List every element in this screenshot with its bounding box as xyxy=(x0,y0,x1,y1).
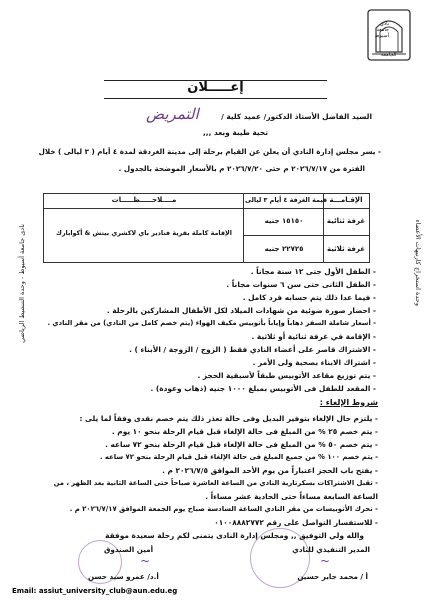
signature-right-name: أ / محمد جابر حسين xyxy=(297,572,368,581)
table-header-notes: مــــلاحـــــظـــــات xyxy=(111,196,177,204)
intro-line-1: - يسر مجلس إدارة النادي أن يعلن عن القيام برحلة إلى مدينة الغردقة لمدة ٤ أيام ( ٣ ليالى ) خلال xyxy=(38,147,381,156)
recipient-handwritten: التمريض xyxy=(146,105,199,123)
logo-text: نادي جامعة أسيوط xyxy=(374,21,389,39)
cancel-line-3: - يتم خصم ٥٠ % من المبلغ فى حالة الإلغاء قبل قيام الرحلة بنحو ٧٢ ساعه . xyxy=(105,440,378,449)
cancel-line-8: - تحرك الأتوبيسات من مقر النادي الساعة السادسة صباح يوم الجمعة الموافق ٢٠٢٦/٧/١٧ م . xyxy=(69,505,378,513)
condition-5: - أسعار شاملة السفر ذهاباً وإياباً بأتوبيس مكيف الهواء (يتم خصم كامل من النادي) من مقر النادي . xyxy=(47,319,376,327)
condition-6: - الإقامة في غرفة ثنائية أو ثلاثية . xyxy=(251,332,376,341)
table-header-divider-notes xyxy=(44,208,244,209)
condition-10: - المقعد للطفل فى الأتوبيس بمبلغ ١٠٠٠ جنيه (ذهاب وعودة) . xyxy=(150,384,376,393)
greeting: تحية طيبة وبعد ,,, xyxy=(202,128,268,137)
table-cell-room-2: غرفة ثلاثية xyxy=(326,245,366,253)
condition-4: - احضار صورة ضوئية من شهادات الميلاد لكل الأطفال المشاركين بالرحلة . xyxy=(106,306,376,315)
contact-email[interactable]: Email: assiut_university_club@aun.edu.eg xyxy=(12,587,178,595)
table-cell-room-1: غرفة ثنائية xyxy=(326,217,366,225)
condition-2: - الطفل الثانى حتى سن ٦ سنوات مجاناً . xyxy=(226,280,376,289)
table-cell-price-2: ٢٢٧٢٥ جنيه xyxy=(264,245,304,253)
table-cell-price-1: ١٥١٥٠ جنيه xyxy=(264,217,304,225)
signature-right-title: المدير التنفيذي للنادي xyxy=(292,545,370,554)
side-text-left: نادى جامعة أسيوط - وحدة التنشيط الرياضي xyxy=(18,224,26,343)
logo-subtext: الجامعة xyxy=(381,52,397,58)
cancel-line-10: والله ولي التوفيق ,, ومجلس إدارة النادى يتمنى لكم رحلة سعيدة موفقة xyxy=(105,531,364,540)
condition-1: - الطفل الأول حتى ١٢ سنة مجاناً . xyxy=(250,267,376,276)
table-note: الإقامة كاملة بقرية فنادير باي لاكشري بيتش & أكوابارك xyxy=(56,229,232,237)
signature-right-mark: ~ xyxy=(320,554,331,568)
cancel-title: شروط الإلغاء : xyxy=(319,398,378,407)
table-row-divider xyxy=(244,235,369,236)
price-table xyxy=(43,193,370,263)
cancel-line-7: الساعة السابعة مساءاً حتى الحادية عشر مساءاً . xyxy=(205,492,378,501)
condition-7: - الاشتراك قاصر على أعضاء النادي فقط ( الزوج / الزوجة / الأبناء ) . xyxy=(129,345,376,354)
condition-8: - اشتراك الابناء بصحبة ولى الأمر . xyxy=(252,358,376,367)
side-text-right: وحدة استخراج كارنيهات الأعضاء xyxy=(414,219,422,306)
cancel-line-5: - يفتح باب الحجز اعتباراً من يوم الأحد الموافق ٢٠٢٦/٧/٥ م . xyxy=(162,466,378,475)
condition-9: - يتم توزيع مقاعد الأتوبيس طبقاً لأسبقية الحجز . xyxy=(197,371,376,380)
signature-left-title: أمين الصندوق xyxy=(104,545,154,554)
signature-left-mark: ~ xyxy=(140,554,151,568)
cancel-line-4: - يتم خصم ١٠٠ % من جميع المبلغ فى حالة الإلغاء قبل قيام الرحلة بنحو ٧٢ ساعه . xyxy=(99,453,378,461)
intro-line-2: الفترة من ٢٠٢٦/٧/١٧ م حتى ٢٠٢٦/٧/٢٠ م بالأسعار الموضحة بالجدول . xyxy=(118,164,365,173)
condition-3: - فيما عدا ذلك يتم حسابه فرد كامل . xyxy=(242,293,376,302)
signature-left-name: أ.د/ عمرو سيد حسن xyxy=(88,572,159,581)
page-title: إعـــــلان xyxy=(187,80,244,95)
table-header-room: الإقـامـــة xyxy=(329,196,363,204)
cancel-line-6: - تقبل الاشتراكات بسكرتارية النادي من الساعة العاشرة صباحاً حتى الساعة الثانية بعد الظهر ، من xyxy=(53,479,378,487)
table-header-divider xyxy=(244,208,369,209)
cancel-line-2: - يتم خصم ٢٥ % من المبلغ فى حالة الإلغاء قبل قيام الرحلة بنحو ١٠ يوم . xyxy=(111,427,378,436)
cancel-line-1: - يلتزم حال الإلغاء بتوفير البديل وفى حالة تعذر ذلك يتم خصم نقدى وفقاً لما يلى : xyxy=(79,414,378,423)
cancel-line-9: - للاستفسار التواصل على رقم ٠١٠٠٨٨٨٢٧٧٢ xyxy=(214,518,378,527)
title-box xyxy=(104,80,327,99)
table-header-price: قيمة الغرفة ٤ أيام ٣ ليالى xyxy=(245,196,328,204)
recipient-line: السيد الفاضل الأستاذ الدكتور/ عميد كلية / xyxy=(221,112,372,121)
